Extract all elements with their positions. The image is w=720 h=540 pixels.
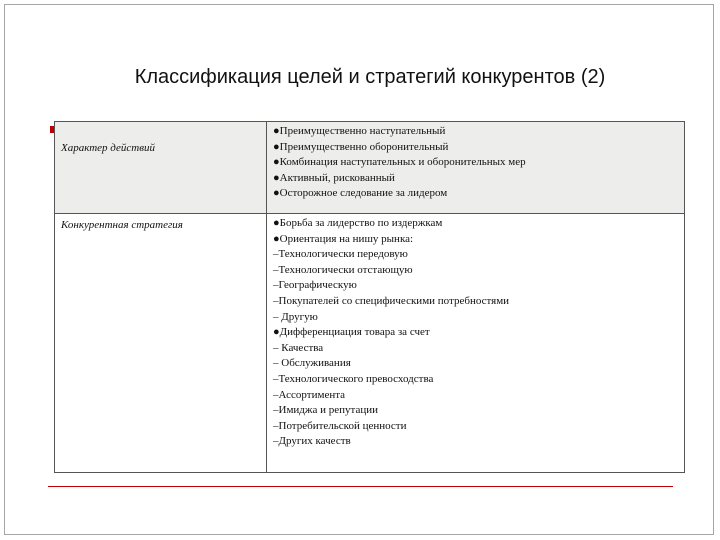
table-row xyxy=(55,122,685,214)
row-label-cell xyxy=(55,122,267,214)
row-content-cell xyxy=(267,122,685,214)
list-item: ●Осторожное следование за лидером xyxy=(273,187,448,200)
row-label-cell xyxy=(55,214,267,473)
list-item: ●Преимущественно оборонительный xyxy=(273,140,449,153)
list-item: –Географическую xyxy=(273,279,357,292)
list-item: – Другую xyxy=(273,310,318,323)
list-item: –Имиджа и репутации xyxy=(273,404,379,417)
list-item: ●Дифференциация товара за счет xyxy=(273,326,430,339)
list-item: –Покупателей со специфическими потребностями xyxy=(273,294,510,307)
list-item: ●Борьба за лидерство по издержкам xyxy=(273,217,443,229)
list-item: ●Комбинация наступательных и оборонительных мер xyxy=(273,156,526,169)
list-item: –Потребительской ценности xyxy=(273,419,407,432)
bottom-divider xyxy=(48,486,673,487)
list-item: –Технологически передовую xyxy=(273,248,408,261)
row-label: Конкурентная стратегия xyxy=(61,219,183,231)
list-item: ●Ориентация на нишу рынка: xyxy=(273,232,414,245)
list-item: –Других качеств xyxy=(273,435,351,448)
list-item: – Обслуживания xyxy=(273,357,351,370)
row-label: Характер действий xyxy=(61,142,155,154)
list-item: – Качества xyxy=(273,341,324,354)
classification-table xyxy=(54,121,685,473)
list-item: –Технологически отстающую xyxy=(273,263,413,276)
list-item: ●Преимущественно наступательный xyxy=(273,125,446,137)
list-item: –Ассортимента xyxy=(273,388,346,401)
slide-title: Классификация целей и стратегий конкурентов (2) xyxy=(134,66,606,88)
table-row xyxy=(55,214,685,473)
row-content-cell xyxy=(267,214,685,473)
list-item: ●Активный, рискованный xyxy=(273,171,395,184)
list-item: –Технологического превосходства xyxy=(273,372,434,385)
